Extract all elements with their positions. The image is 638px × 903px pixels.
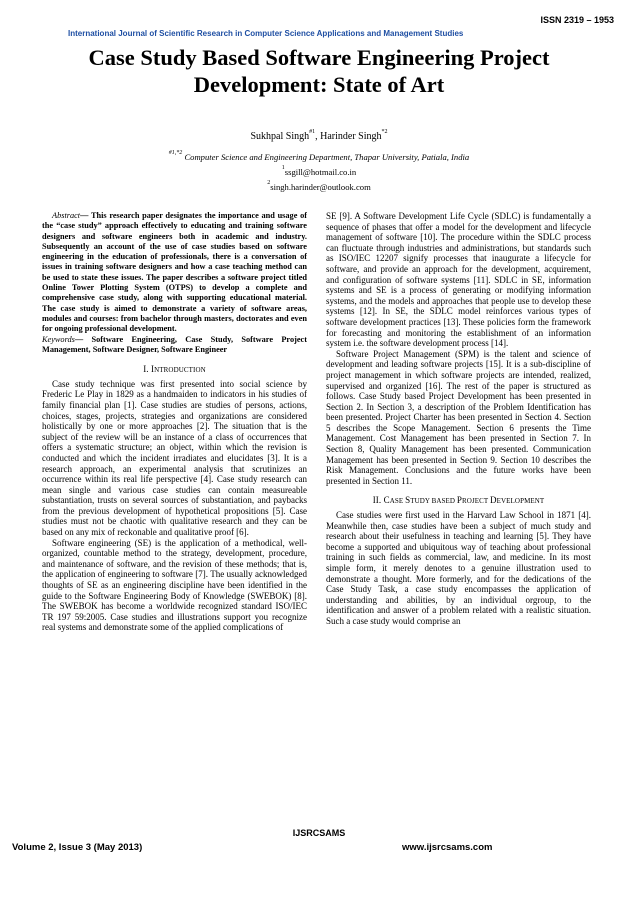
keywords-dash: — <box>74 334 92 344</box>
email-1: ssgill@hotmail.co.in <box>284 167 357 177</box>
right-column <box>326 211 591 766</box>
author-2: Harinder Singh <box>320 131 382 142</box>
email-2-sup: 2 <box>267 180 271 186</box>
section-heading-introduction <box>42 364 307 376</box>
paper-title <box>20 44 618 98</box>
title-line-2: Development: State of Art <box>193 72 445 97</box>
author-line <box>0 131 638 142</box>
right-paragraph-1: SE [9]. A Software Development Life Cycle (SDLC) is fundamentally a sequence of phases that offer a model for the development and lifecycle management of software [10]. The procedure within the SDLC process can fluctuate through industries and administrations, but standards such as ISO/IEC 12207 signify processes that inaugurate a lifecycle for software, and provide an approach for the development, acquirement, and configuration of software systems [11]. SDLC in SE, information systems and SE is a process of generating or modifying information systems, and the models and approaches that people use to develop these systems [12]. In SE, the SDLC model reinforces various types of software development practices [13]. These policies form the framework for forecasting and monitoring the establishment of an information system i.e. the software development process [14]. <box>326 211 591 349</box>
case-study-paragraph-1: Case studies were first used in the Harvard Law School in 1871 [4]. Meanwhile then, case studies have been a subject of much study and research about their usefulness in teaching and learning [5]. They have become a supported and ubiquitous way of teaching about professional training in such fields as commercial, law, and medicine. In its most simple form, it merely denotes to a genuine illustration used to demonstrate a thought. More formerly, and for the dedications of the Case Study Task, a case study encompasses the application of understanding and abilities, by an individual orgroup, to the identification and answer of a problem related with a realistic situation. Such a case study would comprise an <box>326 510 591 626</box>
keywords-text: Software Engineering, Case Study, Software Project Management, Software Designer, Software Engineer <box>42 334 307 354</box>
abstract-dash: — <box>80 211 91 220</box>
email-line-1 <box>0 167 638 177</box>
right-paragraph-2: Software Project Management (SPM) is the talent and science of development and leading software projects [15]. It is a sub-discipline of project management in which software projects are intended, realized, supervised and organized [16]. The rest of the paper is structured as follows. Case Study based Project Development has been presented in Section 2. In Section 3, a description of the Problem Identification has been presented. Project Charter has been presented in Section 4. Section 5 describes the Scope Management. Section 6 presents the Time Management. Cost Management has been presented in Section 7. In Section 8, Quality Management has been presented. Communication Management has been presented in Section 9. Section 10 describes the Risk Management. Conclusions and the future works have been presented in Section 11. <box>326 348 591 486</box>
footer-url: www.ijsrcsams.com <box>402 842 493 853</box>
title-line-1: Case Study Based Software Engineering Project <box>88 45 550 70</box>
section-2-c4: D <box>490 495 497 506</box>
affiliation <box>0 152 638 162</box>
section-1-rest: NTRODUCTION <box>154 366 206 375</box>
left-column <box>42 211 307 766</box>
section-2-c3: P <box>456 495 463 506</box>
email-2: singh.harinder@outlook.com <box>270 182 371 192</box>
section-2-w4: EVELOPMENT <box>496 497 545 506</box>
intro-paragraph-2: Software engineering (SE) is the application of a methodical, well-organized, countable method to the strategy, development, procedure, and maintenance of software, and the revision of these methods; that is, the application of engineering to software [7]. The usually acknowledged thoughts of SE as an engineering discipline have been identified in the guide to the Software Engineering Body of Knowledge (SWEBOK) [8]. The SWEBOK has become a worldwide recognized standard ISO/IEC TR 197 59:2005. Case studies and illustrations support you recognize real systems and demonstrate some of the applied complications of <box>42 537 307 633</box>
footer-volume: Volume 2, Issue 3 (May 2013) <box>12 842 143 853</box>
email-1-sup: 1 <box>281 165 285 171</box>
section-2-c1: C <box>383 495 390 506</box>
section-heading-case-study <box>326 495 591 507</box>
abstract-text: This research paper designates the importance and usage of the “case study” approach effectively to educating and training software designers and software engineers both in academic and industry. Subsequently an account of the use of case studies based on software engineering in the education of professionals, there is a conversation of issues in training software designers and how a case teaching method can be used to state these issues. The paper describes a software project titled Online Tower Plotting System (OTPS) to develop a complete and comprehensive case study, along with supporting educational material. The case study is aimed to demonstrate a variety of software areas, modules and courses: from bachelor through masters, doctorates and even for ongoing professional development. <box>42 211 307 334</box>
section-2-number: II. <box>372 495 384 506</box>
author-separator: , <box>315 131 321 142</box>
section-2-c2: S <box>405 495 411 506</box>
issn-label: ISSN 2319 – 1953 <box>540 15 614 25</box>
keywords-label: Keywords <box>42 334 75 344</box>
abstract-label: Abstract <box>52 211 81 220</box>
section-2-w1: ASE <box>389 497 406 506</box>
footer-journal-abbrev: IJSRCSAMS <box>292 828 346 838</box>
abstract <box>42 211 307 335</box>
section-1-number: I. <box>143 364 152 375</box>
journal-name: International Journal of Scientific Research in Computer Science Applications and Management Studies <box>68 29 464 38</box>
keywords <box>42 335 307 356</box>
author-2-sup: *2 <box>381 129 388 135</box>
affiliation-sup: #1,*2 <box>168 150 183 156</box>
section-1-initial: I <box>151 364 155 375</box>
author-1: Sukhpal Singh <box>250 131 310 142</box>
author-1-sup: #1 <box>309 129 316 135</box>
intro-paragraph-1: Case study technique was first presented into social science by Frederic Le Play in 1829 as a handmaiden to indicators in his studies of family financial plan [1]. Case studies are studies of persons, actions, choices, stages, projects, strategies and organizations are considered holistically by one or more approaches [2]. The situation that is the subject of the review will be an instance of a class of occurrences that offers a systematic structure; an object, within which the revision is conducted and which the incident irradiates and elucidates [3]. It is a research approach, an experimental analysis that scrutinizes an occurrence within its real life perspective [4]. Case study research can mean single and various case studies can contain measureable substantiation, trusts on several sources of substantiation, and paybacks from the previous development of hypothetical propositions [5]. Case studies must not be chaotic with qualitative research and they can be based on any mix of reckonable and qualitative proof [6]. <box>42 378 307 538</box>
section-2-w2: TUDY BASED <box>410 497 457 506</box>
section-2-w3: ROJECT <box>462 497 491 506</box>
affiliation-text: Computer Science and Engineering Department, Thapar University, Patiala, India <box>182 152 470 162</box>
email-line-2 <box>0 182 638 192</box>
